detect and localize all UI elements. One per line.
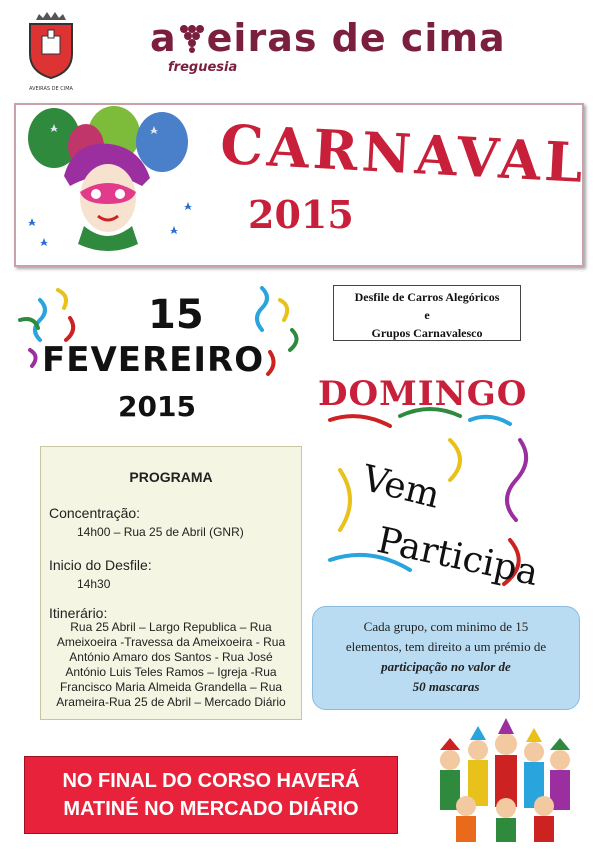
itinerary-line: António Luis Teles Ramos – Igreja -Rua [65,665,277,679]
itinerary-line: Rua 25 Abril – Largo Republica – Rua [70,620,272,634]
municipal-crest-icon [22,10,80,92]
svg-text:AVEIRAS DE CIMA: AVEIRAS DE CIMA [29,86,73,92]
itinerario-label: Itinerário: [49,605,108,621]
parade-line-1: Desfile de Carros Alegóricos [354,290,500,304]
program-title: PROGRAMA [129,469,213,485]
itinerary-line: Arameira-Rua 25 de Abril – Mercado Diário [56,695,286,709]
itinerary-line: Francisco Maria Almeida Grandella – Rua [59,680,283,694]
carnival-crowd-illustration [430,710,580,844]
final-notice-banner [24,756,398,834]
event-month: FEVEREIRO [42,340,265,380]
carnival-mask-balloons-illustration [24,106,204,258]
final-notice-line-2: MATINÉ NO MERCADO DIÁRIO [63,798,359,820]
prize-line-4: 50 mascaras [412,679,480,694]
parish-brand-title: a eiras de cima [150,16,506,60]
carnaval-title: CARNAVAL [218,112,589,196]
prize-line-3: participação no valor de [381,659,511,674]
itinerary-line: António Amaro dos Santos - Rua José [69,650,273,664]
parade-line-2: e [424,308,430,322]
itinerary-list [49,620,293,710]
event-day: 15 [148,292,204,338]
invite-word-participa: Participa [373,520,542,595]
event-year: 2015 [118,390,196,423]
parade-line-3: Grupos Carnavalesco [371,326,483,340]
carnaval-year: 2015 [248,192,354,237]
prize-info-box [312,606,580,710]
program-box [40,446,302,720]
prize-line-1: Cada grupo, com minimo de 15 [363,619,529,634]
final-notice-line-1: NO FINAL DO CORSO HAVERÁ [62,770,360,792]
concentracao-label: Concentração: [49,505,141,521]
prize-line-2: elementos, tem direito a um prémio de [345,639,547,654]
itinerary-line: Ameixoeira -Travessa da Ameixoeira - Rua [56,635,286,649]
inicio-label: Inicio do Desfile: [49,557,152,573]
parade-description-box [333,285,521,341]
weekday-title: DOMINGO [318,374,528,414]
freguesia-subtitle: freguesia [168,60,238,75]
inicio-value: 14h30 [77,577,111,591]
grape-icon [178,21,206,55]
concentracao-value: 14h00 – Rua 25 de Abril (GNR) [77,525,244,539]
invite-word-vem: Vem [358,458,444,517]
